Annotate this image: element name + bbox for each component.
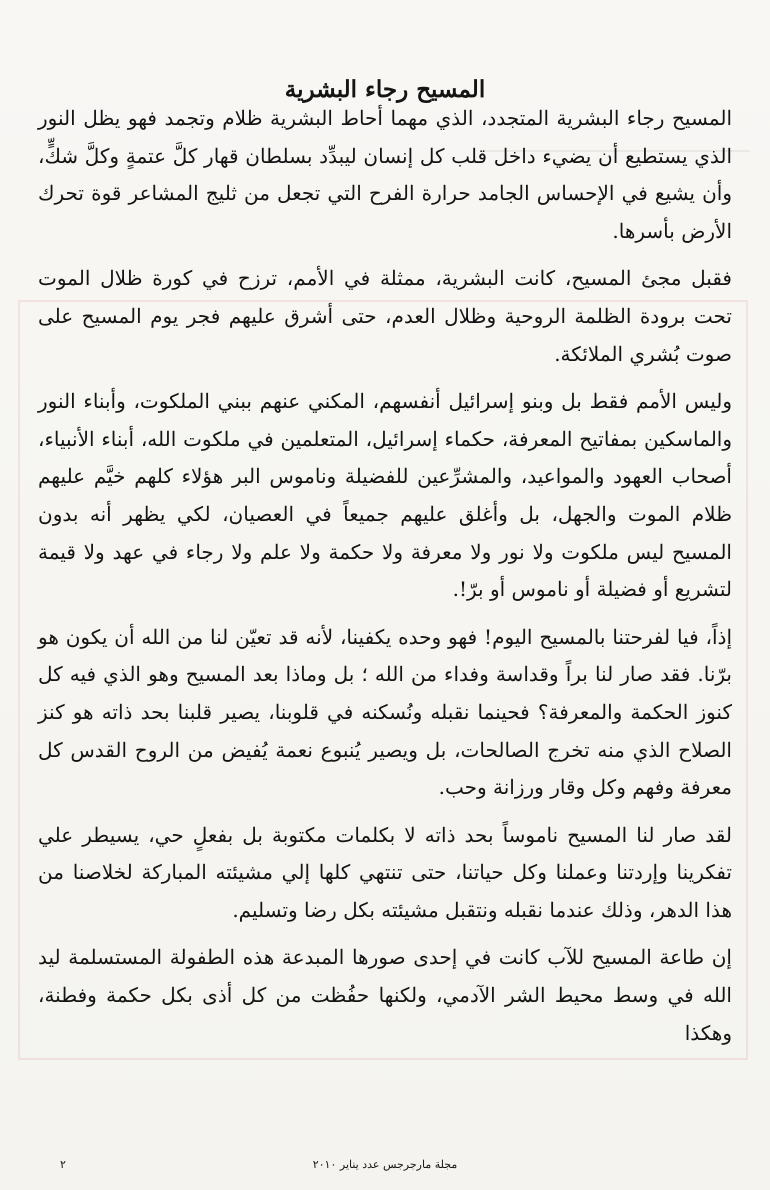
paragraph-5: لقد صار لنا المسيح ناموساً بحد ذاته لا بكلمات مكتوبة بل بفعلٍ حي، يسيطر علي تفكرينا وإردتنا وعملنا وكل حياتنا، حتى تنتهي كلها إلي مشيئته المباركة لخلاصنا من هذا الدهر، وذلك عندما نقبله ونتقبل مشيئته بكل رضا وتسليم. xyxy=(38,822,732,922)
paragraph-1: المسيح رجاء البشرية المتجدد، الذي مهما أحاط البشرية ظلام وتجمد فهو يظل النور الذي يستطيع أن يضيء داخل قلب كل إنسان ليبدِّد بسلطان قهار كلَّ عتمةٍ وكلَّ شكٍّ، وأن يشيع في الإحساس الجامد حرارة الفرح التي تجعل من ثليج المشاعر قوة تحرك الأرض بأسرها. xyxy=(38,106,732,243)
paragraph-2: فقبل مجئ المسيح، كانت البشرية، ممثلة في الأمم، ترزح في كورة ظلال الموت تحت برودة الظلمة الروحية وظلال العدم، حتى أشرق عليهم فجر يوم المسيح على صوت بُشري الملائكة. xyxy=(38,266,732,366)
article-body xyxy=(38,100,732,1052)
paragraph-4: إذاً، فيا لفرحتنا بالمسيح اليوم! فهو وحده يكفينا، لأنه قد تعيّن لنا من الله أن يكون هو برّنا. فقد صار لنا براً وقداسة وفداء من الله ؛ بل وماذا بعد المسيح وهو الذي فيه كل كنوز الحكمة والمعرفة؟ فحينما نقبله ونُسكنه في قلوبنا، يصير قلبنا بحد ذاته هو كنز الصلاح الذي منه تخرج الصالحات، بل ويصير يُنبوع نعمة يُفيض من الروح القدس كل معرفة وفهم وكل وقار ورزانة وحب. xyxy=(38,624,732,800)
page-footer xyxy=(0,1154,770,1176)
publication-info: مجلة مارجرجس عدد يناير ٢٠١٠ xyxy=(312,1158,458,1171)
paragraph-3: وليس الأمم فقط بل وبنو إسرائيل أنفسهم، المكني عنهم ببني الملكوت، وأبناء النور والماسكين بمفاتيح المعرفة، حكماء إسرائيل، المتعلمين في ملكوت الله، أبناء الأنبياء، أصحاب العهود والمواعيد، والمشرِّعين للفضيلة وناموس البر هؤلاء كلهم خيَّم عليهم ظلام الموت والجهل، بل وأغلق عليهم جميعاً في العصيان، لكي يظهر أنه بدون المسيح ليس ملكوت ولا نور ولا معرفة ولا حكمة ولا علم ولا رجاء في عهد ولا قيمة لتشريع أو فضيلة أو ناموس أو برّ!. xyxy=(38,389,732,602)
paragraph-6: إن طاعة المسيح للآب كانت في إحدى صورها المبدعة هذه الطفولة المستسلمة ليد الله في وسط محيط الشر الآدمي، ولكنها حفُظت من كل أذى بكل حكمة وفطنة، وهكذا xyxy=(38,945,732,1045)
page-number: ٢ xyxy=(60,1158,66,1171)
article-title: المسيح رجاء البشرية xyxy=(284,76,486,104)
